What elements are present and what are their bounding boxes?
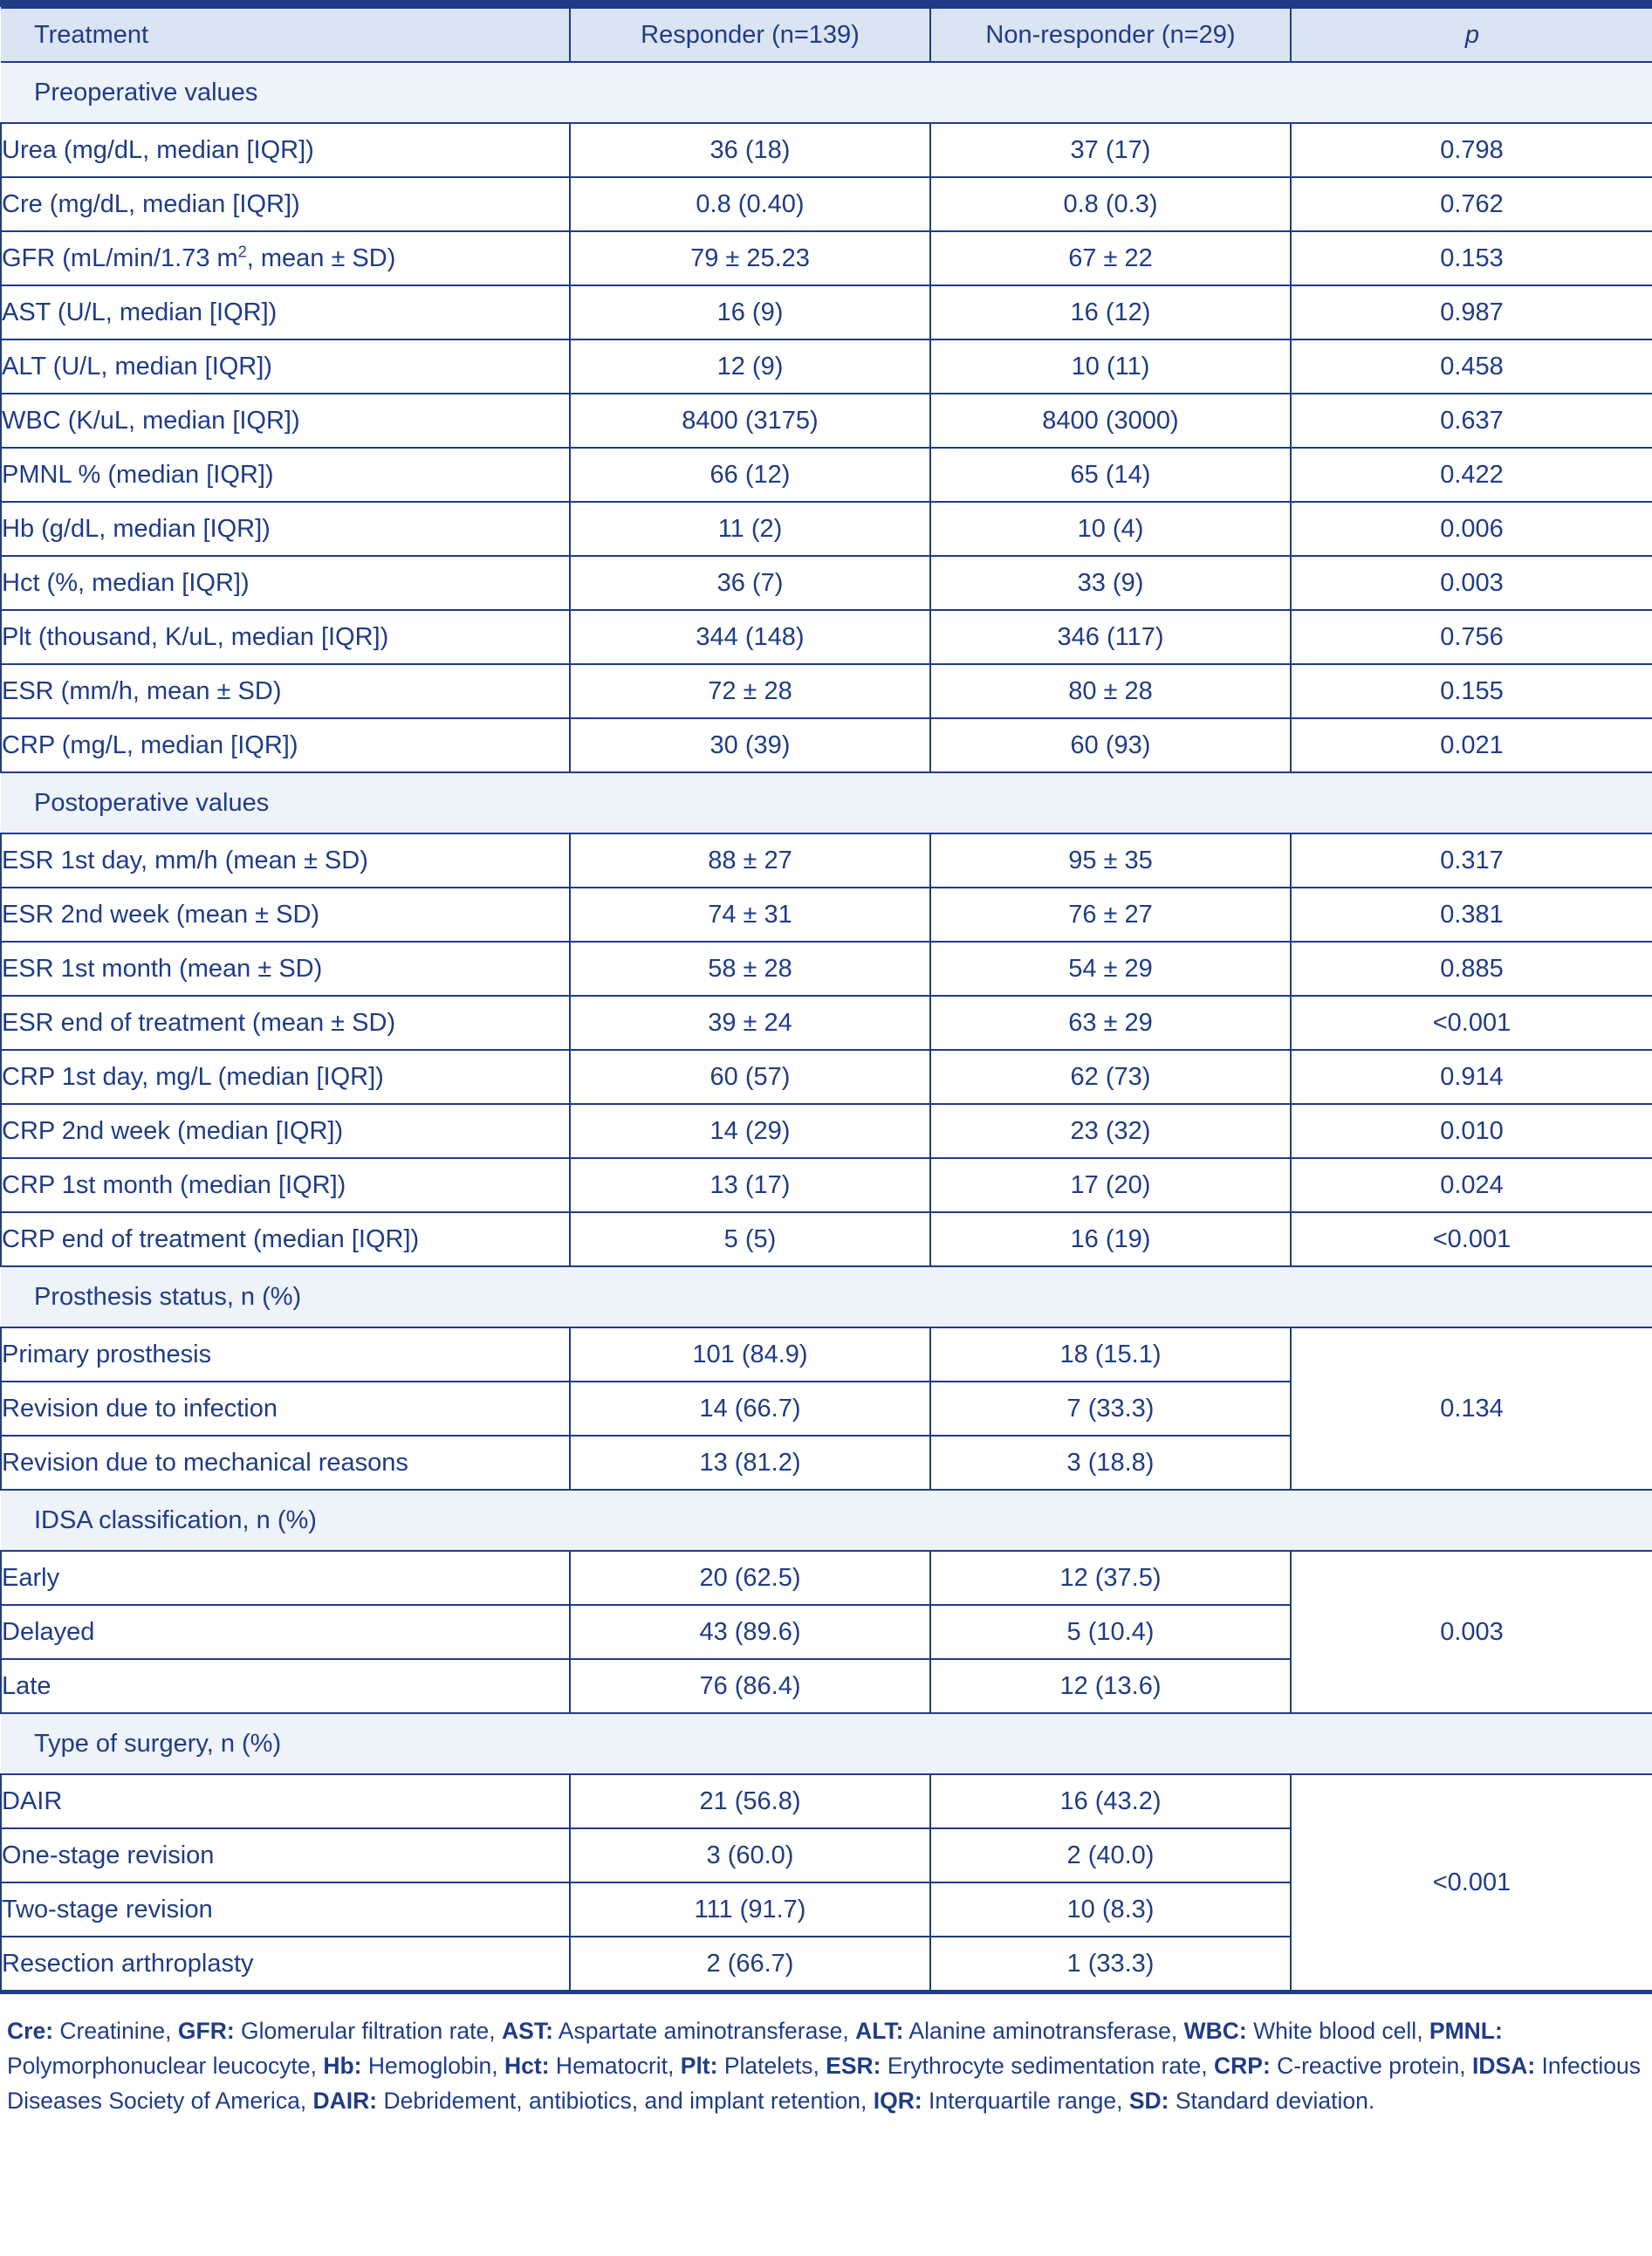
- responder-cell: 76 (86.4): [570, 1659, 930, 1713]
- responder-cell: 16 (9): [570, 285, 930, 339]
- responder-cell: 3 (60.0): [570, 1828, 930, 1882]
- p-value-cell: 0.987: [1291, 285, 1652, 339]
- table-row: [1, 996, 1652, 1050]
- non-responder-cell: 346 (117): [930, 610, 1291, 664]
- superscript: 2: [237, 242, 247, 260]
- table-row: [1, 394, 1652, 448]
- footnote-abbr: Hct:: [504, 2053, 550, 2079]
- non-responder-cell: 8400 (3000): [930, 394, 1291, 448]
- row-label: CRP (mg/L, median [IQR]): [1, 718, 570, 772]
- footnote-def: Hemoglobin,: [361, 2053, 505, 2079]
- responder-cell: 20 (62.5): [570, 1551, 930, 1605]
- header-responder: Responder (n=139): [570, 8, 930, 62]
- footnote-abbr: Hb:: [323, 2053, 362, 2079]
- row-label: One-stage revision: [1, 1828, 570, 1882]
- p-value-cell-significant: 0.024: [1291, 1158, 1652, 1212]
- footnote-abbr: ALT:: [855, 2018, 904, 2044]
- non-responder-cell: 12 (13.6): [930, 1659, 1291, 1713]
- non-responder-cell: 65 (14): [930, 448, 1291, 502]
- row-label: ESR (mm/h, mean ± SD): [1, 664, 570, 718]
- table-row: [1, 833, 1652, 888]
- footnote-abbr: CRP:: [1214, 2053, 1271, 2079]
- p-value-cell: 0.762: [1291, 177, 1652, 231]
- table-row: [1, 123, 1652, 177]
- non-responder-cell: 54 ± 29: [930, 942, 1291, 996]
- table-row: [1, 942, 1652, 996]
- responder-cell: 74 ± 31: [570, 888, 930, 942]
- responder-cell: 43 (89.6): [570, 1605, 930, 1659]
- non-responder-cell: 3 (18.8): [930, 1436, 1291, 1490]
- row-label: CRP end of treatment (median [IQR]): [1, 1212, 570, 1266]
- responder-cell: 2 (66.7): [570, 1937, 930, 1991]
- row-label: Cre (mg/dL, median [IQR]): [1, 177, 570, 231]
- row-label: Resection arthroplasty: [1, 1937, 570, 1991]
- footnote-abbr: Cre:: [7, 2018, 54, 2044]
- p-value-cell: 0.317: [1291, 833, 1652, 888]
- responder-cell: 13 (17): [570, 1158, 930, 1212]
- p-value-cell-significant: <0.001: [1291, 1774, 1652, 1991]
- row-label: Hb (g/dL, median [IQR]): [1, 502, 570, 556]
- row-label: CRP 1st month (median [IQR]): [1, 1158, 570, 1212]
- row-label: Primary prosthesis: [1, 1327, 570, 1382]
- non-responder-cell: 33 (9): [930, 556, 1291, 610]
- p-value-cell: 0.422: [1291, 448, 1652, 502]
- non-responder-cell: 10 (8.3): [930, 1882, 1291, 1937]
- section-title: Postoperative values: [1, 772, 1652, 833]
- footnote-def: Infectious Diseases Society of America,: [7, 2053, 1641, 2114]
- table-row: [1, 1104, 1652, 1158]
- responder-cell: 0.8 (0.40): [570, 177, 930, 231]
- responder-cell: 21 (56.8): [570, 1774, 930, 1828]
- responder-cell: 79 ± 25.23: [570, 231, 930, 285]
- non-responder-cell: 2 (40.0): [930, 1828, 1291, 1882]
- footnote-def: C-reactive protein,: [1270, 2053, 1473, 2079]
- non-responder-cell: 5 (10.4): [930, 1605, 1291, 1659]
- footnote-def: Glomerular filtration rate,: [234, 2018, 503, 2044]
- table-row: [1, 339, 1652, 394]
- table-footnote: [0, 1992, 1652, 2118]
- footnote-abbr: IQR:: [873, 2088, 922, 2114]
- section-row-type-of-surgery: [1, 1713, 1652, 1774]
- row-label: ESR 1st month (mean ± SD): [1, 942, 570, 996]
- table-row: [1, 556, 1652, 610]
- footnote-def: Creatinine,: [53, 2018, 178, 2044]
- footnote-def: Debridement, antibiotics, and implant retention,: [377, 2088, 874, 2114]
- section-title: Prosthesis status, n (%): [1, 1266, 1652, 1327]
- row-label: Plt (thousand, K/uL, median [IQR]): [1, 610, 570, 664]
- table-row: [1, 1551, 1652, 1605]
- table-header-row: [1, 8, 1652, 62]
- footnote-abbr: SD:: [1128, 2088, 1169, 2114]
- table-row: [1, 664, 1652, 718]
- footnote-abbr: GFR:: [177, 2018, 235, 2044]
- footnote-abbr: Plt:: [680, 2053, 718, 2079]
- footnote-def: Polymorphonuclear leucocyte,: [7, 2053, 324, 2079]
- results-table: [0, 7, 1652, 1992]
- responder-cell: 344 (148): [570, 610, 930, 664]
- row-label: Revision due to infection: [1, 1382, 570, 1436]
- responder-cell: 14 (29): [570, 1104, 930, 1158]
- responder-cell: 88 ± 27: [570, 833, 930, 888]
- row-label: CRP 1st day, mg/L (median [IQR]): [1, 1050, 570, 1104]
- row-label: DAIR: [1, 1774, 570, 1828]
- responder-cell: 72 ± 28: [570, 664, 930, 718]
- responder-cell: 12 (9): [570, 339, 930, 394]
- p-value-cell: 0.381: [1291, 888, 1652, 942]
- row-label: AST (U/L, median [IQR]): [1, 285, 570, 339]
- footnote-def: Alanine aminotransferase,: [903, 2018, 1184, 2044]
- responder-cell: 30 (39): [570, 718, 930, 772]
- responder-cell: 13 (81.2): [570, 1436, 930, 1490]
- footnote-abbr: AST:: [502, 2018, 553, 2044]
- table-row: [1, 610, 1652, 664]
- row-label: Hct (%, median [IQR]): [1, 556, 570, 610]
- p-value-cell-significant: 0.021: [1291, 718, 1652, 772]
- row-label: ESR 1st day, mm/h (mean ± SD): [1, 833, 570, 888]
- p-value-cell: 0.155: [1291, 664, 1652, 718]
- non-responder-cell: 16 (43.2): [930, 1774, 1291, 1828]
- responder-cell: 36 (18): [570, 123, 930, 177]
- non-responder-cell: 76 ± 27: [930, 888, 1291, 942]
- non-responder-cell: 12 (37.5): [930, 1551, 1291, 1605]
- p-value-cell: 0.756: [1291, 610, 1652, 664]
- section-row-idsa-classification: [1, 1490, 1652, 1551]
- non-responder-cell: 0.8 (0.3): [930, 177, 1291, 231]
- footnote-def: Hematocrit,: [549, 2053, 681, 2079]
- row-label: WBC (K/uL, median [IQR]): [1, 394, 570, 448]
- table-row: [1, 888, 1652, 942]
- row-label: Two-stage revision: [1, 1882, 570, 1937]
- p-value-cell: 0.885: [1291, 942, 1652, 996]
- non-responder-cell: 62 (73): [930, 1050, 1291, 1104]
- table-row: [1, 285, 1652, 339]
- p-value-cell: 0.153: [1291, 231, 1652, 285]
- footnote-abbr: IDSA:: [1472, 2053, 1536, 2079]
- footnote-def: Erythrocyte sedimentation rate,: [881, 2053, 1214, 2079]
- p-value-cell: 0.006: [1291, 502, 1652, 556]
- row-label: Delayed: [1, 1605, 570, 1659]
- header-non-responder: Non-responder (n=29): [930, 8, 1291, 62]
- row-label: ESR 2nd week (mean ± SD): [1, 888, 570, 942]
- row-label: ALT (U/L, median [IQR]): [1, 339, 570, 394]
- p-value-cell: 0.458: [1291, 339, 1652, 394]
- non-responder-cell: 16 (19): [930, 1212, 1291, 1266]
- non-responder-cell: 95 ± 35: [930, 833, 1291, 888]
- header-treatment: Treatment: [1, 8, 570, 62]
- table-row: [1, 1212, 1652, 1266]
- p-value-cell: 0.003: [1291, 556, 1652, 610]
- non-responder-cell: 10 (4): [930, 502, 1291, 556]
- p-value-cell: 0.134: [1291, 1327, 1652, 1490]
- footnote-abbr: PMNL:: [1429, 2018, 1503, 2044]
- row-label-text: , mean ± SD): [246, 243, 396, 272]
- section-row-preoperative: [1, 62, 1652, 123]
- responder-cell: 111 (91.7): [570, 1882, 930, 1937]
- section-row-prosthesis-status: [1, 1266, 1652, 1327]
- footnote-abbr: WBC:: [1183, 2018, 1247, 2044]
- non-responder-cell: 67 ± 22: [930, 231, 1291, 285]
- table-row: [1, 718, 1652, 772]
- footnote-def: Aspartate aminotransferase,: [552, 2018, 856, 2044]
- row-label: Revision due to mechanical reasons: [1, 1436, 570, 1490]
- table-row: [1, 1774, 1652, 1828]
- table-row: [1, 448, 1652, 502]
- footnote-def: White blood cell,: [1246, 2018, 1429, 2044]
- row-label: Early: [1, 1551, 570, 1605]
- responder-cell: 101 (84.9): [570, 1327, 930, 1382]
- non-responder-cell: 60 (93): [930, 718, 1291, 772]
- footnote-abbr: DAIR:: [312, 2088, 378, 2114]
- row-label: ESR end of treatment (mean ± SD): [1, 996, 570, 1050]
- responder-cell: 39 ± 24: [570, 996, 930, 1050]
- row-label: CRP 2nd week (median [IQR]): [1, 1104, 570, 1158]
- non-responder-cell: 7 (33.3): [930, 1382, 1291, 1436]
- non-responder-cell: 23 (32): [930, 1104, 1291, 1158]
- responder-cell: 5 (5): [570, 1212, 930, 1266]
- table-row: [1, 1158, 1652, 1212]
- p-value-cell-significant: <0.001: [1291, 996, 1652, 1050]
- responder-cell: 14 (66.7): [570, 1382, 930, 1436]
- footnote-def: Interquartile range,: [922, 2088, 1129, 2114]
- section-title: Type of surgery, n (%): [1, 1713, 1652, 1774]
- table-row: [1, 231, 1652, 285]
- table-row: [1, 1050, 1652, 1104]
- row-label: Urea (mg/dL, median [IQR]): [1, 123, 570, 177]
- header-p-value: p: [1291, 8, 1652, 62]
- p-value-cell-significant: 0.010: [1291, 1104, 1652, 1158]
- responder-cell: 36 (7): [570, 556, 930, 610]
- responder-cell: 11 (2): [570, 502, 930, 556]
- table-row: [1, 177, 1652, 231]
- p-value-cell-significant: 0.003: [1291, 1551, 1652, 1713]
- table-row: [1, 502, 1652, 556]
- non-responder-cell: 63 ± 29: [930, 996, 1291, 1050]
- section-title: Preoperative values: [1, 62, 1652, 123]
- responder-cell: 8400 (3175): [570, 394, 930, 448]
- footnote-def: Standard deviation.: [1169, 2088, 1375, 2114]
- row-label-text: GFR (mL/min/1.73 m: [2, 243, 238, 272]
- responder-cell: 60 (57): [570, 1050, 930, 1104]
- row-label: PMNL % (median [IQR]): [1, 448, 570, 502]
- non-responder-cell: 10 (11): [930, 339, 1291, 394]
- section-title: IDSA classification, n (%): [1, 1490, 1652, 1551]
- row-label: [1, 231, 570, 285]
- non-responder-cell: 1 (33.3): [930, 1937, 1291, 1991]
- p-value-cell-significant: <0.001: [1291, 1212, 1652, 1266]
- section-row-postoperative: [1, 772, 1652, 833]
- p-value-cell: 0.637: [1291, 394, 1652, 448]
- non-responder-cell: 16 (12): [930, 285, 1291, 339]
- non-responder-cell: 18 (15.1): [930, 1327, 1291, 1382]
- responder-cell: 66 (12): [570, 448, 930, 502]
- p-value-cell: 0.798: [1291, 123, 1652, 177]
- p-value-cell: 0.914: [1291, 1050, 1652, 1104]
- non-responder-cell: 37 (17): [930, 123, 1291, 177]
- footnote-abbr: ESR:: [826, 2053, 881, 2079]
- non-responder-cell: 80 ± 28: [930, 664, 1291, 718]
- top-rule: [0, 0, 1652, 7]
- row-label: Late: [1, 1659, 570, 1713]
- table-row: [1, 1327, 1652, 1382]
- non-responder-cell: 17 (20): [930, 1158, 1291, 1212]
- footnote-def: Platelets,: [717, 2053, 826, 2079]
- responder-cell: 58 ± 28: [570, 942, 930, 996]
